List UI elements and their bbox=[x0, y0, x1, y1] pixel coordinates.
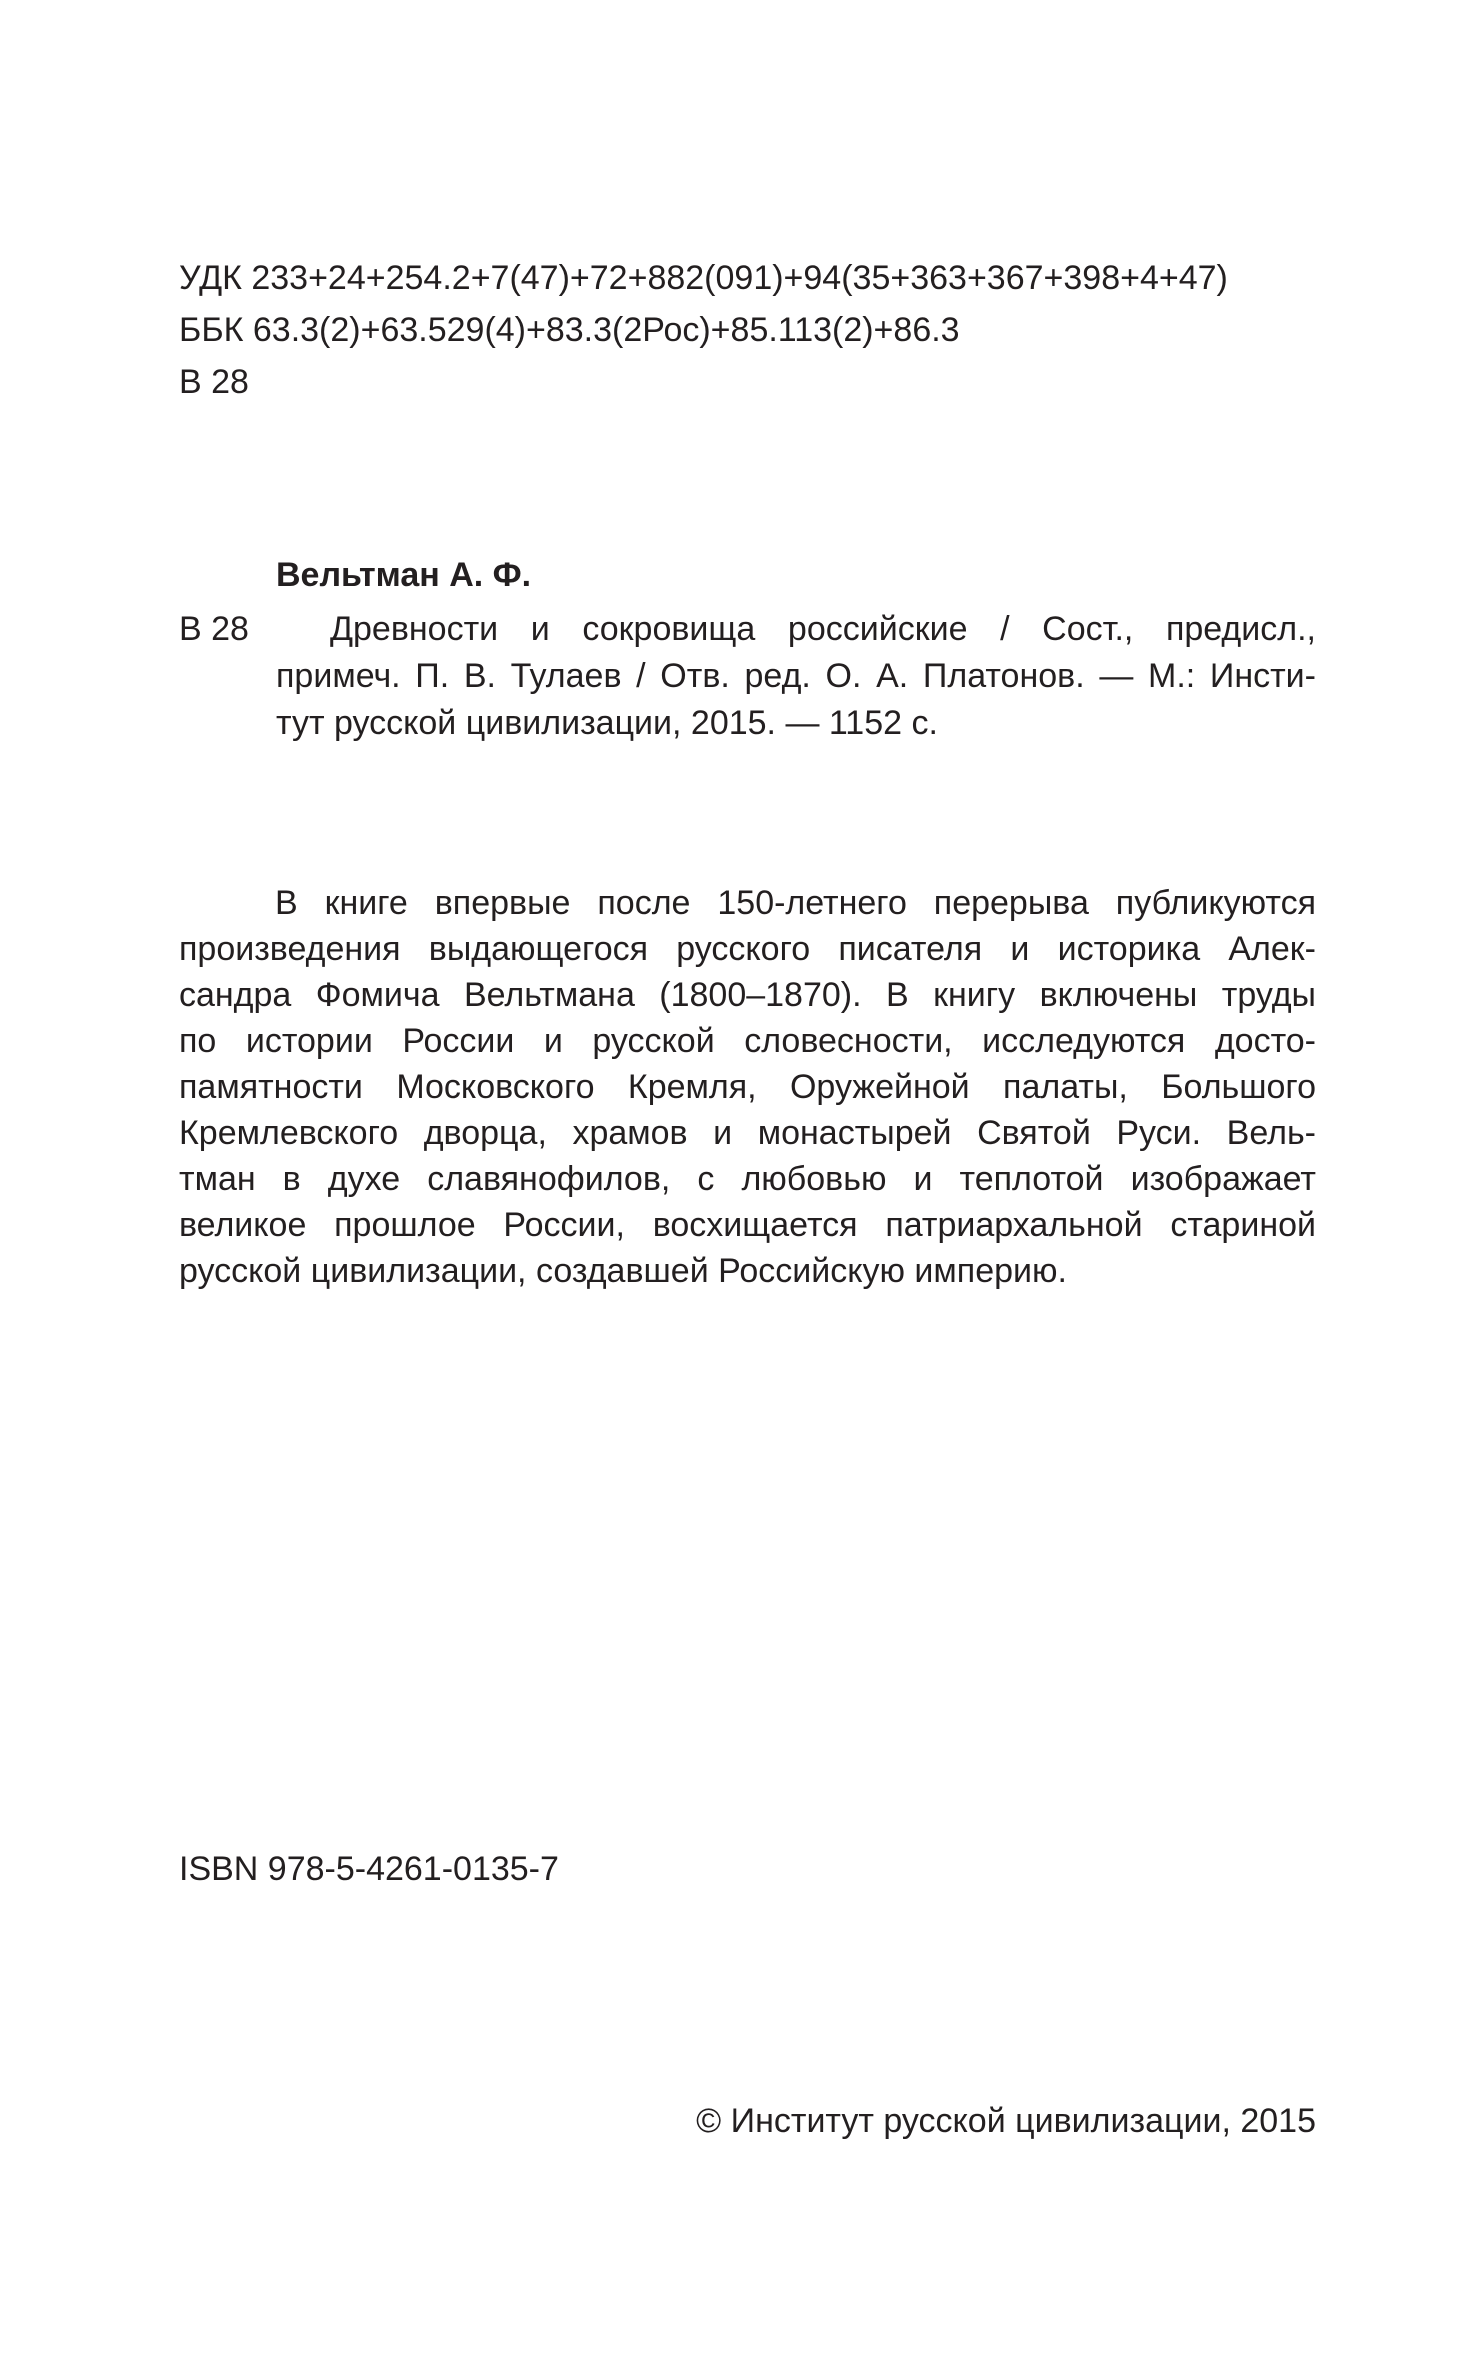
annotation-line: по истории России и русской словесности, исследуются досто- bbox=[179, 1022, 1316, 1060]
annotation-line: памятности Московского Кремля, Оружейной палаты, Большого bbox=[179, 1068, 1316, 1106]
annotation-line: сандра Фомича Вельтмана (1800–1870). В книгу включены труды bbox=[179, 976, 1316, 1014]
annotation-line: произведения выдающегося русского писателя и историка Алек- bbox=[179, 930, 1316, 968]
isbn-number: ISBN 978-5-4261-0135-7 bbox=[179, 1850, 559, 1888]
bibliographic-line: тут русской цивилизации, 2015. — 1152 с. bbox=[276, 704, 938, 742]
bbk-index: ББК 63.3(2)+63.529(4)+83.3(2Рос)+85.113(2)+86.3 bbox=[179, 311, 960, 349]
annotation-line: русской цивилизации, создавшей Российскую империю. bbox=[179, 1252, 1067, 1290]
bibliographic-record bbox=[276, 606, 1316, 747]
annotation-line: тман в духе славянофилов, с любовью и теплотой изображает bbox=[179, 1160, 1316, 1198]
copyright-notice: © Институт русской цивилизации, 2015 bbox=[696, 2102, 1316, 2140]
annotation-line: В книге впервые после 150-летнего перерыва публикуются bbox=[275, 884, 1316, 922]
annotation-line: великое прошлое России, восхищается патриархальной стариной bbox=[179, 1206, 1316, 1244]
record-author-mark: В 28 bbox=[179, 610, 249, 648]
author-mark: В 28 bbox=[179, 363, 249, 401]
author-name: Вельтман А. Ф. bbox=[276, 556, 532, 594]
udk-index: УДК 233+24+254.2+7(47)+72+882(091)+94(35+363+367+398+4+47) bbox=[179, 259, 1228, 297]
bibliographic-line: примеч. П. В. Тулаев / Отв. ред. О. А. Платонов. — М.: Инсти- bbox=[276, 657, 1316, 695]
bibliographic-line: Древности и сокровища российские / Сост., предисл., bbox=[330, 610, 1316, 648]
classification-block bbox=[179, 252, 1228, 408]
annotation-paragraph bbox=[179, 880, 1316, 1294]
annotation-line: Кремлевского дворца, храмов и монастырей Святой Руси. Вель- bbox=[179, 1114, 1316, 1152]
